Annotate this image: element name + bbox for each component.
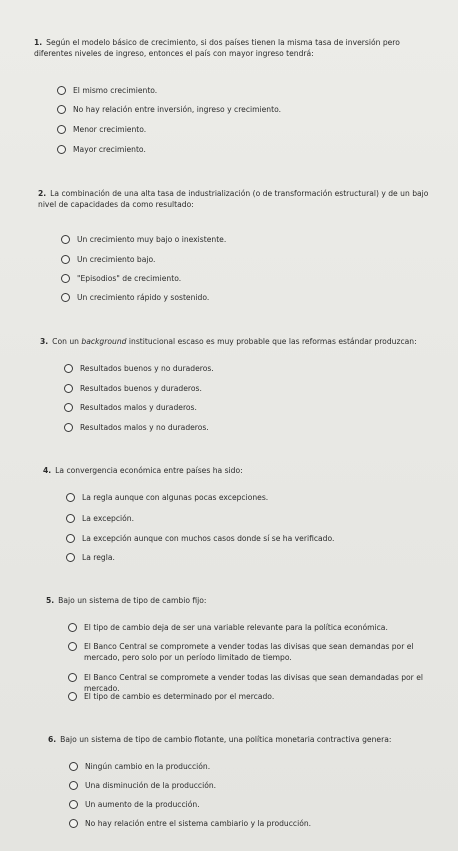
option-label: El Banco Central se compromete a vender todas las divisas que sean demandadas por el mercado.	[84, 673, 423, 693]
radio-button[interactable]	[69, 781, 78, 790]
radio-button[interactable]	[61, 255, 70, 264]
radio-button[interactable]	[57, 145, 66, 154]
question-stem	[43, 465, 448, 476]
option-4c[interactable]	[66, 533, 334, 544]
question-stem	[38, 188, 444, 210]
radio-button[interactable]	[68, 642, 77, 651]
question-number: 3.	[40, 337, 49, 346]
option-2d[interactable]	[61, 292, 209, 303]
option-4d[interactable]	[66, 552, 115, 563]
radio-button[interactable]	[61, 235, 70, 244]
question-text: La combinación de una alta tasa de industrialización (o de transformación estructural) y de un bajo nivel de capacidades da como resultado:	[38, 189, 429, 209]
radio-button[interactable]	[68, 623, 77, 632]
option-5d[interactable]	[68, 691, 274, 702]
question-text-italic: background	[81, 337, 127, 346]
option-6c[interactable]	[69, 799, 200, 810]
option-label: Resultados buenos y no duraderos.	[80, 364, 214, 373]
option-3b[interactable]	[64, 383, 202, 394]
option-3c[interactable]	[64, 402, 197, 413]
option-label: Mayor crecimiento.	[73, 145, 146, 154]
option-label: El tipo de cambio deja de ser una variable relevante para la política económica.	[84, 623, 388, 632]
option-label: El mismo crecimiento.	[73, 86, 158, 95]
radio-button[interactable]	[66, 514, 75, 523]
radio-button[interactable]	[57, 86, 66, 95]
question-stem	[46, 595, 448, 606]
radio-button[interactable]	[61, 274, 70, 283]
option-label: La regla.	[82, 553, 115, 562]
radio-button[interactable]	[69, 762, 78, 771]
radio-button[interactable]	[68, 673, 77, 682]
question-number: 6.	[48, 735, 57, 744]
option-label: Ningún cambio en la producción.	[85, 762, 211, 771]
radio-button[interactable]	[69, 800, 78, 809]
option-label: Menor crecimiento.	[73, 125, 147, 134]
question-text: Bajo un sistema de tipo de cambio flotante, una política monetaria contractiva genera:	[60, 735, 392, 744]
question-number: 5.	[46, 596, 55, 605]
option-label: El Banco Central se compromete a vender todas las divisas que sean demandas por el mercado, pero solo por un período limitado de tiempo.	[84, 642, 414, 662]
option-3a[interactable]	[64, 363, 214, 374]
question-text-after: institucional escaso es muy probable que las reformas estándar produzcan:	[126, 337, 417, 346]
radio-button[interactable]	[61, 293, 70, 302]
radio-button[interactable]	[64, 403, 73, 412]
radio-button[interactable]	[69, 819, 78, 828]
option-label: La regla aunque con algunas pocas excepciones.	[82, 493, 269, 502]
radio-button[interactable]	[64, 364, 73, 373]
radio-button[interactable]	[66, 553, 75, 562]
option-label: "Episodios" de crecimiento.	[77, 274, 182, 283]
option-label: Resultados malos y duraderos.	[80, 403, 197, 412]
option-6b[interactable]	[69, 780, 216, 791]
option-6d[interactable]	[69, 818, 311, 829]
option-label: Un crecimiento muy bajo o inexistente.	[77, 235, 227, 244]
question-stem	[34, 37, 428, 59]
option-2b[interactable]	[61, 254, 155, 265]
option-5a[interactable]	[68, 622, 438, 633]
question-stem	[48, 734, 448, 745]
option-3d[interactable]	[64, 422, 209, 433]
question-text: La convergencia económica entre países ha sido:	[55, 466, 243, 475]
option-1b[interactable]	[57, 104, 281, 115]
question-text: Bajo un sistema de tipo de cambio fijo:	[58, 596, 207, 605]
option-label: No hay relación entre inversión, ingreso y crecimiento.	[73, 105, 282, 114]
option-4a[interactable]	[66, 492, 268, 503]
question-stem	[40, 336, 448, 347]
question-text: Según el modelo básico de crecimiento, si dos países tienen la misma tasa de inversión pero diferentes niveles de ingreso, entonces el país con mayor ingreso tendrá:	[34, 38, 400, 58]
option-label: Una disminución de la producción.	[85, 781, 217, 790]
option-1a[interactable]	[57, 85, 157, 96]
radio-button[interactable]	[68, 692, 77, 701]
option-5b[interactable]	[68, 641, 430, 663]
option-label: El tipo de cambio es determinado por el mercado.	[84, 692, 275, 701]
radio-button[interactable]	[57, 105, 66, 114]
option-label: Un crecimiento rápido y sostenido.	[77, 293, 210, 302]
radio-button[interactable]	[64, 384, 73, 393]
radio-button[interactable]	[64, 423, 73, 432]
option-1c[interactable]	[57, 124, 146, 135]
option-4b[interactable]	[66, 513, 134, 524]
question-text-before: Con un	[52, 337, 82, 346]
radio-button[interactable]	[66, 493, 75, 502]
option-label: La excepción aunque con muchos casos donde sí se ha verificado.	[82, 534, 335, 543]
option-label: Resultados malos y no duraderos.	[80, 423, 209, 432]
option-1d[interactable]	[57, 144, 146, 155]
option-2a[interactable]	[61, 234, 226, 245]
question-number: 2.	[38, 189, 47, 198]
question-number: 1.	[34, 38, 43, 47]
option-label: Un aumento de la producción.	[85, 800, 200, 809]
radio-button[interactable]	[57, 125, 66, 134]
option-6a[interactable]	[69, 761, 210, 772]
option-2c[interactable]	[61, 273, 181, 284]
question-number: 4.	[43, 466, 52, 475]
option-label: Resultados buenos y duraderos.	[80, 384, 202, 393]
radio-button[interactable]	[66, 534, 75, 543]
option-label: No hay relación entre el sistema cambiario y la producción.	[85, 819, 312, 828]
option-label: La excepción.	[82, 514, 135, 523]
option-label: Un crecimiento bajo.	[77, 255, 156, 264]
